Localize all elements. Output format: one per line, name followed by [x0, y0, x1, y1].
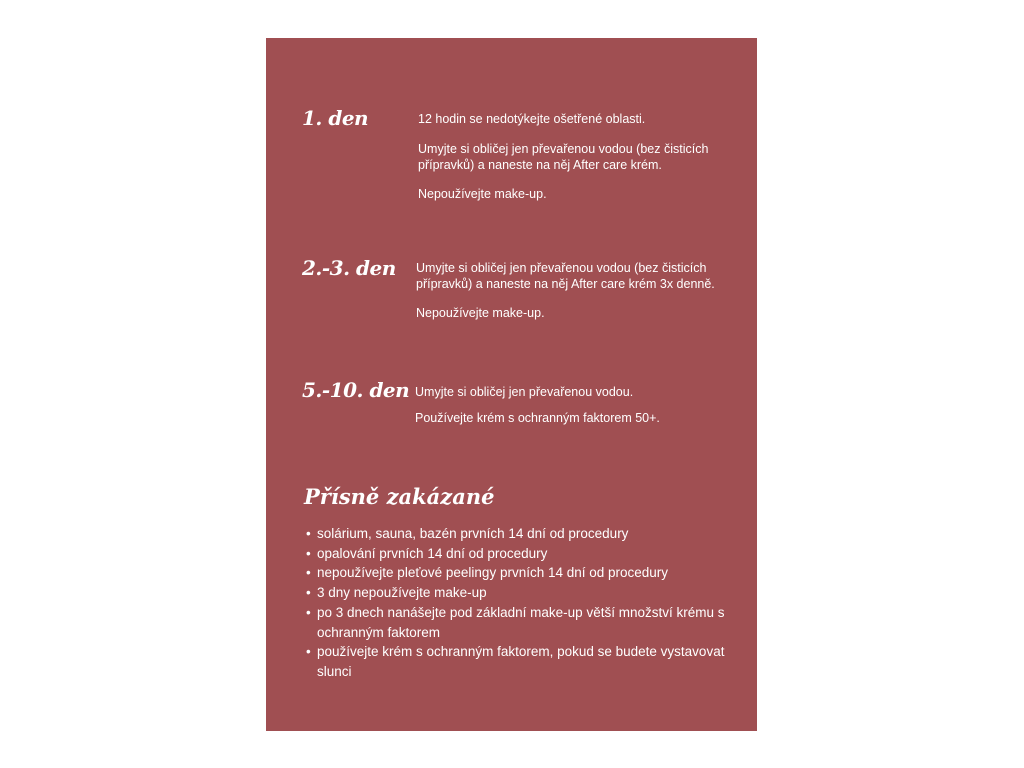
day-1-paragraph-1: 12 hodin se nedotýkejte ošetřené oblasti. — [418, 112, 646, 126]
aftercare-card — [266, 38, 757, 731]
bullet-icon: • — [306, 526, 311, 541]
day-2-3-paragraph-2: Nepoužívejte make-up. — [416, 306, 545, 320]
forbidden-list — [306, 524, 726, 682]
list-item: • po 3 dnech nanášejte pod základní make-up větší množství krému s ochranným faktorem — [306, 604, 725, 640]
bullet-icon: • — [306, 565, 311, 581]
list-item: • solárium, sauna, bazén prvních 14 dní od procedury — [306, 524, 726, 544]
bullet-icon: • — [306, 585, 311, 601]
day-2-3-paragraph-1: Umyjte si obličej jen převařenou vodou (bez čisticích přípravků) a naneste na něj After care krém 3x denně. — [416, 261, 715, 291]
list-item: • používejte krém s ochranným faktorem, pokud se budete vystavovat slunci — [306, 644, 725, 679]
bullet-icon: • — [306, 644, 311, 660]
day-1-paragraph-2: Umyjte si obličej jen převařenou vodou (bez čisticích přípravků) a naneste na něj After care krém. — [418, 142, 709, 172]
day-5-10-heading: 5.-10. den — [302, 378, 410, 402]
day-5-10-paragraph-1: Umyjte si obličej jen převařenou vodou. — [415, 385, 634, 399]
bullet-icon: • — [306, 604, 311, 620]
day-1-heading: 1. den — [302, 106, 369, 130]
list-item: • opalování prvních 14 dní od procedury — [306, 544, 726, 564]
day-2-3-heading: 2.-3. den — [302, 256, 396, 280]
list-item: • 3 dny nepoužívejte make-up — [306, 583, 726, 603]
forbidden-title: Přísně zakázané — [304, 484, 495, 509]
bullet-icon: • — [306, 545, 311, 561]
list-item: • nepoužívejte pleťové peelingy prvních 14 dní od procedury — [306, 563, 726, 583]
day-1-paragraph-3: Nepoužívejte make-up. — [418, 187, 547, 201]
day-5-10-paragraph-2: Používejte krém s ochranným faktorem 50+. — [415, 411, 660, 425]
